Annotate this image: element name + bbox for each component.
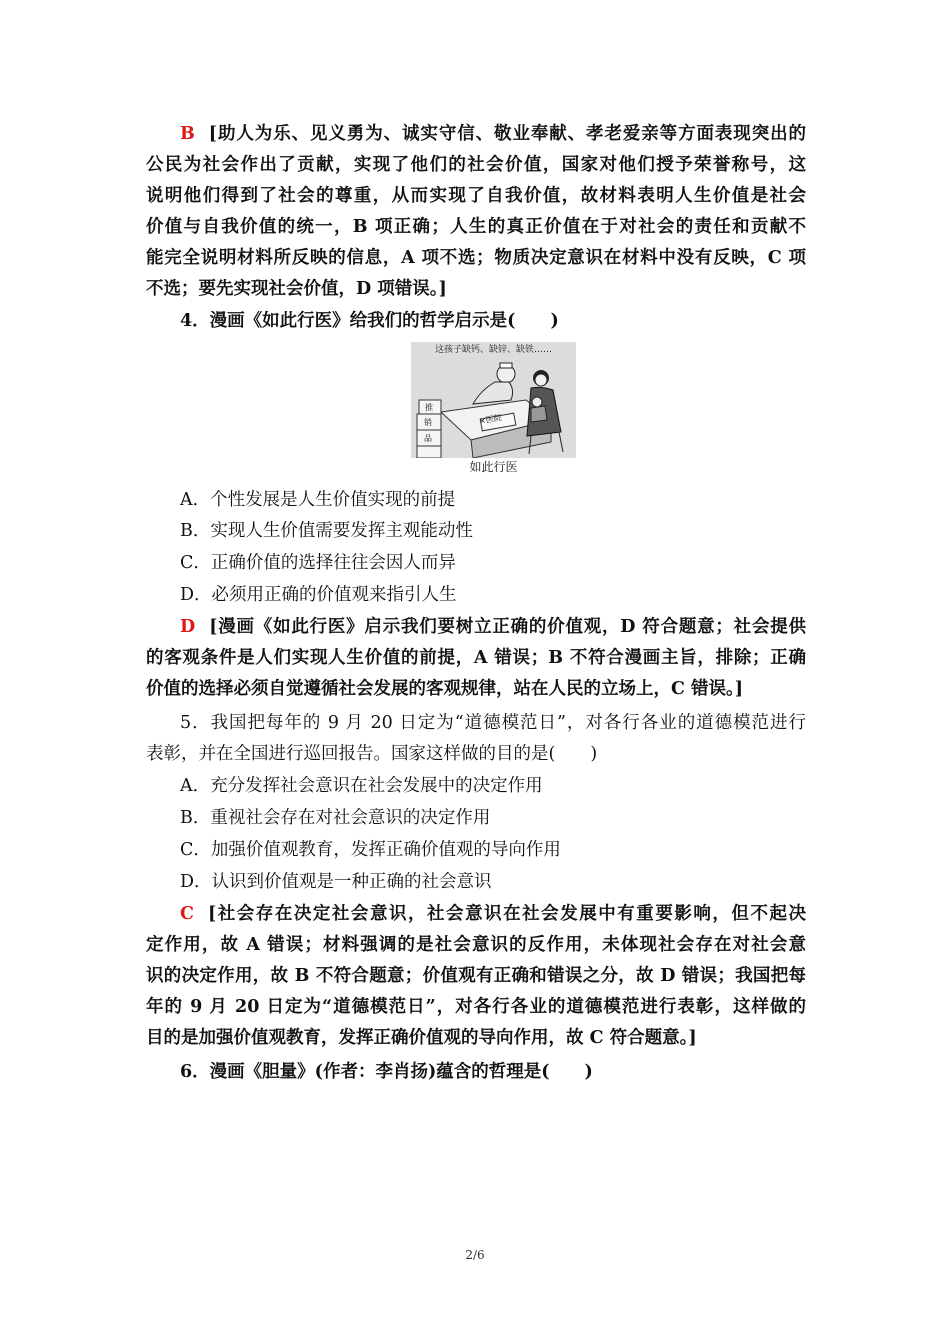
cartoon-box-label-xiao: 销: [424, 418, 432, 427]
q4-option-b: B．实现人生价值需要发挥主观能动性: [180, 521, 473, 541]
q4-answer-line-2: 的客观条件是人们实现人生价值的前提，A 错误；B 不符合漫画主旨，排除；正确: [146, 648, 806, 668]
q4-stem: 4．漫画《如此行医》给我们的哲学启示是( ): [180, 311, 559, 331]
q5-answer-line-4: 年的 9 月 20 日定为“道德模范日”，对各行各业的道德模范进行表彰，这样做的: [146, 997, 806, 1017]
q4-option-a: A．个性发展是人生价值实现的前提: [180, 490, 456, 510]
q3-answer-line-1: B [助人为乐、见义勇为、诚实守信、敬业奉献、孝老爱亲等方面表现突出的: [180, 124, 806, 144]
q3-answer-letter: B: [180, 124, 195, 144]
q5-option-c: C．加强价值观教育，发挥正确价值观的导向作用: [180, 840, 561, 860]
cartoon-drawing: [411, 342, 576, 458]
q3-answer-line-2: 公民为社会作出了贡献，实现了他们的社会价值，国家对他们授予荣誉称号，这: [146, 155, 806, 175]
q3-answer-line-3: 说明他们得到了社会的尊重，从而实现了自我价值，故材料表明人生价值是社会: [146, 186, 806, 206]
q5-option-d: D．认识到价值观是一种正确的社会意识: [180, 872, 492, 892]
q5-stem-line-2: 表彰，并在全国进行巡回报告。国家这样做的目的是( ): [146, 744, 598, 764]
cartoon-hospital-sign: ×医院: [478, 413, 503, 426]
cartoon-figure: [411, 342, 576, 458]
q5-answer-line-1: C [社会存在决定社会意识，社会意识在社会发展中有重要影响，但不起决: [180, 904, 806, 924]
cartoon-speech-text: 这孩子缺钙、缺锌、缺铁……: [435, 345, 553, 355]
q4-answer-letter: D: [180, 617, 196, 637]
q3-answer-line-4: 价值与自我价值的统一，B 项正确；人生的真正价值在于对社会的责任和贡献不: [146, 217, 806, 237]
page-number: 2/6: [465, 1248, 485, 1262]
cartoon-box-label-pin: 品: [424, 434, 432, 443]
q4-answer-line-3: 价值的选择必须自觉遵循社会发展的客观规律，站在人民的立场上，C 错误。]: [146, 679, 744, 699]
q3-answer-line-6: 不选；要先实现社会价值，D 项错误。]: [146, 279, 447, 299]
q5-option-b: B．重视社会存在对社会意识的决定作用: [180, 808, 491, 828]
q4-option-d: D．必须用正确的价值观来指引人生: [180, 585, 457, 605]
cartoon-caption: 如此行医: [469, 460, 518, 474]
q5-answer-line-2: 定作用，故 A 错误；材料强调的是社会意识的反作用，未体现社会存在对社会意: [146, 935, 806, 955]
q5-answer-letter: C: [180, 904, 194, 924]
q4-answer-line-1: D [漫画《如此行医》启示我们要树立正确的价值观，D 符合题意；社会提供: [180, 617, 806, 637]
q5-answer-line-3: 识的决定作用，故 B 不符合题意；价值观有正确和错误之分，故 D 错误；我国把每: [146, 966, 806, 986]
q3-answer-line-5: 能完全说明材料所反映的信息，A 项不选；物质决定意识在材料中没有反映，C 项: [146, 248, 806, 268]
cartoon-box-label-tui: 推: [425, 403, 433, 412]
q6-stem: 6．漫画《胆量》(作者：李肖扬)蕴含的哲理是( ): [180, 1062, 593, 1082]
q5-answer-line-5: 目的是加强价值观教育，发挥正确价值观的导向作用，故 C 符合题意。]: [146, 1028, 697, 1048]
q5-option-a: A．充分发挥社会意识在社会发展中的决定作用: [180, 776, 543, 796]
q5-stem-line-1: 5．我国把每年的 9 月 20 日定为“道德模范日”，对各行各业的道德模范进行: [180, 713, 806, 733]
q4-option-c: C．正确价值的选择往往会因人而异: [180, 553, 456, 573]
